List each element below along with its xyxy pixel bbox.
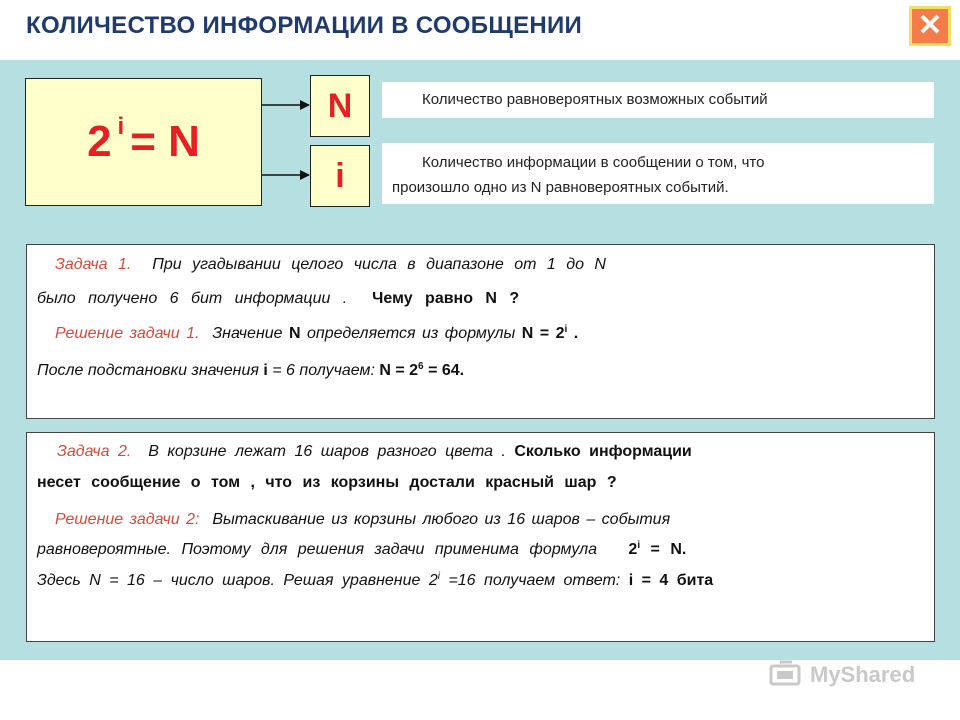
task2-formula-b: = N.: [650, 541, 687, 558]
formula-box: [25, 78, 262, 206]
task1-label: Задача 1.: [55, 256, 132, 273]
variable-i-box: [310, 145, 370, 207]
task-2-box: [26, 432, 935, 642]
task1-formula: N = 2: [521, 325, 565, 342]
task1-line2: [37, 290, 519, 308]
task1-n: N: [289, 325, 301, 342]
watermark: [768, 658, 915, 692]
watermark-text: MyShared: [810, 662, 916, 687]
task-1-box: [26, 244, 935, 419]
task2-text1: В корзине лежат 16 шаров разного цвета .: [148, 443, 506, 460]
task2-text5a: Здесь N = 16 – число шаров. Решая уравнение 2: [37, 572, 438, 589]
formula-exponent: i: [117, 113, 125, 141]
variable-i-label: i: [335, 156, 345, 195]
task1-result-b: = 64.: [428, 362, 465, 379]
task2-line1: [57, 443, 692, 461]
task1-question: Чему равно N ?: [372, 290, 520, 307]
desc-i-line1: Количество информации в сообщении о том, что: [422, 154, 765, 171]
task2-label: Задача 2.: [57, 443, 132, 460]
task1-text4a: После подстановки значения: [37, 362, 259, 379]
task2-equation-sup: i: [437, 571, 440, 582]
task1-result-sup: 6: [418, 361, 424, 372]
variable-n-label: N: [327, 86, 353, 125]
task2-line2: [37, 474, 617, 492]
task1-text4b: = 6 получаем:: [272, 362, 375, 379]
page-title: КОЛИЧЕСТВО ИНФОРМАЦИИ В СООБЩЕНИИ: [26, 12, 583, 39]
desc-n: [382, 82, 934, 118]
main-formula: [87, 113, 200, 167]
task2-text3: Вытаскивание из корзины любого из 16 шаров – события: [212, 511, 671, 528]
task1-i: i: [263, 362, 268, 379]
task2-solution-label: Решение задачи 2:: [55, 511, 200, 528]
task1-solution-label: Решение задачи 1.: [55, 325, 200, 342]
task1-text3a: Значение: [212, 325, 283, 342]
formula-rest: = N: [130, 117, 200, 166]
task1-line1: [55, 256, 606, 274]
task1-dot: .: [573, 325, 579, 342]
variable-n-box: [310, 75, 370, 137]
task1-formula-sup: i: [564, 324, 568, 335]
task2-text5b: =16 получаем ответ:: [448, 572, 621, 589]
task1-text2: было получено 6 бит информации .: [37, 290, 348, 307]
watermark-logo-icon: [768, 660, 804, 690]
close-button[interactable]: [909, 6, 951, 46]
task2-bold1: Сколько информации: [514, 443, 692, 460]
desc-i-line2: произошло одно из N равновероятных событий.: [392, 179, 729, 196]
task1-text3b: определяется из формулы: [307, 325, 516, 342]
formula-base: 2: [87, 117, 112, 166]
task1-line3: [55, 325, 578, 343]
task1-result-a: N = 2: [379, 362, 419, 379]
close-icon: ✕: [917, 9, 943, 42]
task2-formula-a: 2: [628, 541, 638, 558]
task2-answer: i = 4 бита: [628, 572, 714, 589]
task2-formula-sup: i: [637, 540, 641, 551]
task2-line3: [55, 511, 670, 529]
task1-line4: [37, 362, 464, 380]
task2-text4: равновероятные. Поэтому для решения задачи применима формула: [37, 541, 598, 558]
desc-i: [382, 143, 934, 204]
task2-line5: [37, 572, 713, 590]
task1-text1: При угадывании целого числа в диапазоне от 1 до N: [152, 256, 606, 273]
task2-bold2: несет сообщение о том , что из корзины достали красный шар ?: [37, 474, 617, 491]
desc-n-text: Количество равновероятных возможных событий: [422, 91, 768, 108]
task2-line4: [37, 541, 686, 559]
